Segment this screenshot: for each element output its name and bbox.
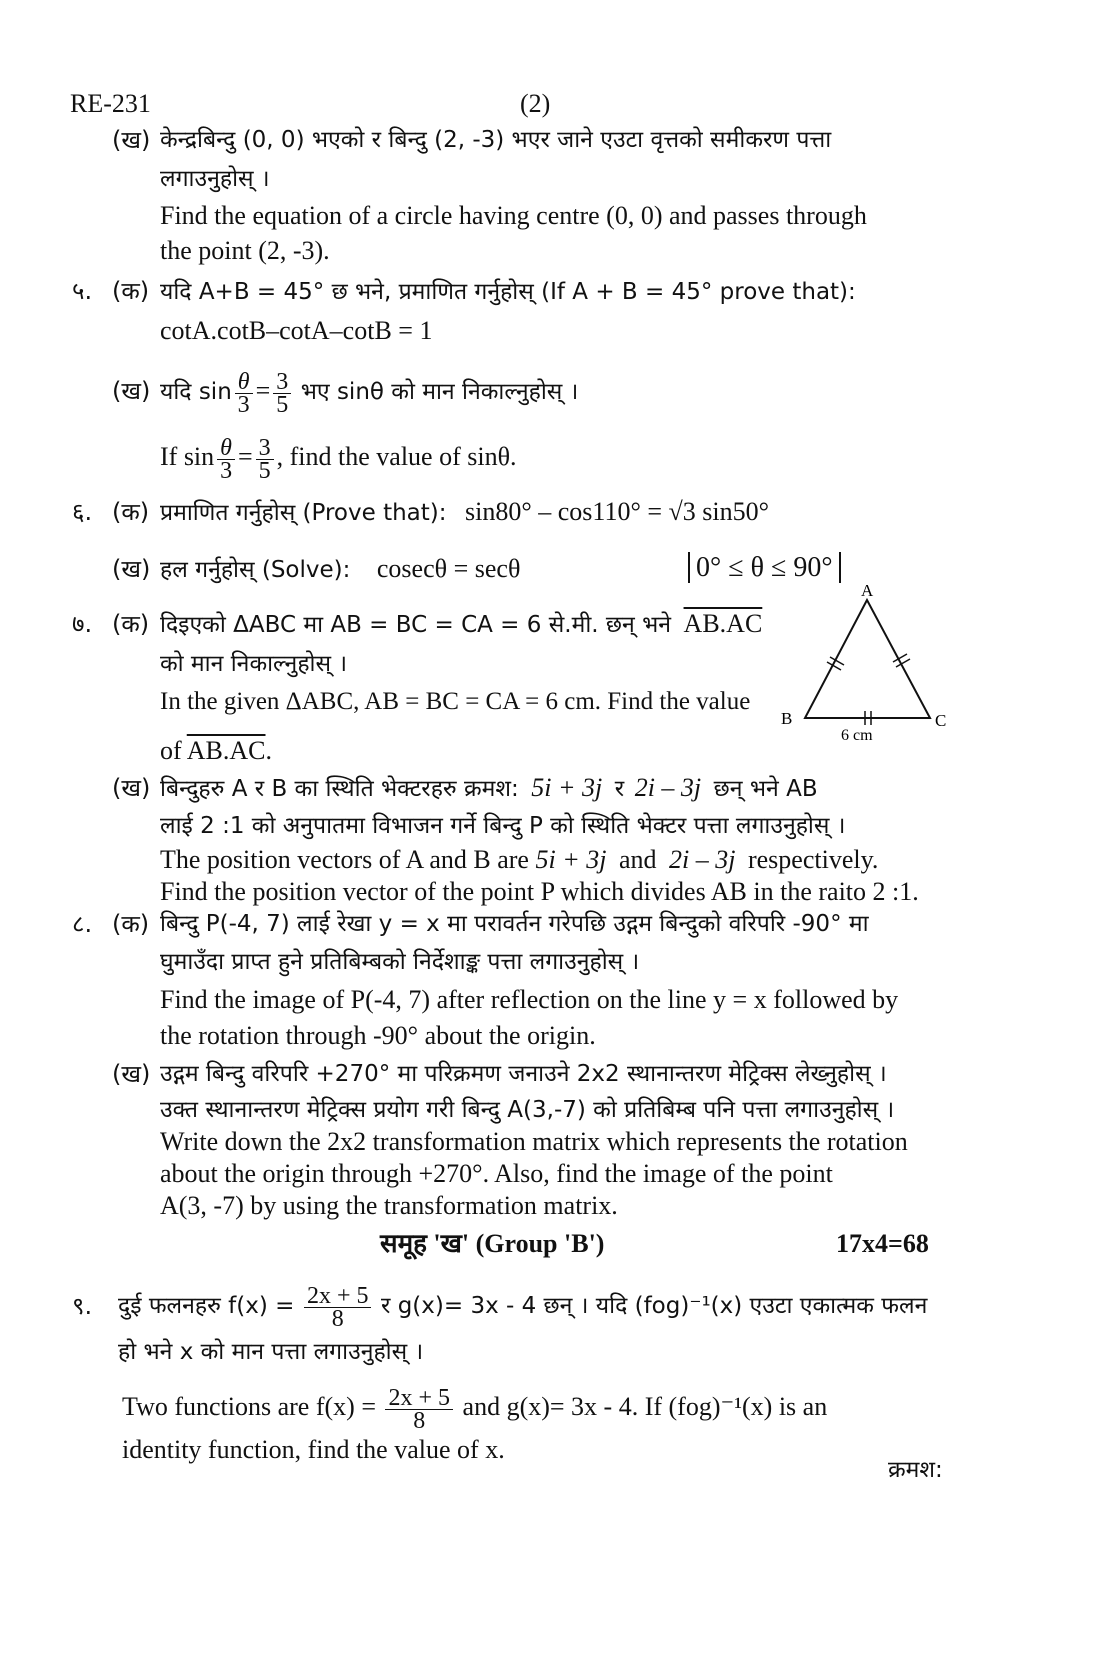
q5b-en-frac-theta3: [217, 434, 235, 484]
q7a-en-vector: AB.AC: [186, 736, 266, 765]
q9-en-frac: [385, 1384, 453, 1434]
q6b-range-text: 0° ≤ θ ≤ 90°: [688, 552, 841, 583]
triangle-shape: [805, 600, 930, 718]
q6b-label: (ख): [112, 555, 151, 583]
q6-number: ६.: [72, 498, 93, 526]
q8b-nepali-line2: उक्त स्थानान्तरण मेट्रिक्स प्रयोग गरी बिन्दु A(3,-7) को प्रतिबिम्ब पनि पत्ता लगाउनुहोस् ।: [160, 1097, 895, 1123]
q6a-equation: sin80° – cos110° = √3 sin50°: [465, 497, 770, 526]
frac-numerator: 2x + 5: [304, 1285, 372, 1308]
q5b-post: भए sinθ को मान निकाल्नुहोस् ।: [300, 379, 579, 405]
q6a-label: (क): [112, 498, 150, 526]
q5b-frac-3-5: [273, 368, 291, 418]
frac-denominator: 8: [331, 1305, 344, 1332]
q7a-text: दिइएको ΔABC मा AB = BC = CA = 6 से.मी. छन् भने: [160, 612, 672, 638]
q6b-text: हल गर्नुहोस् (Solve):: [160, 557, 351, 583]
q9-en-pre: Two functions are f(x) =: [122, 1392, 376, 1421]
q7a-english-line1: In the given ΔABC, AB = BC = CA = 6 cm. Find the value: [160, 688, 751, 715]
q7b-pre: बिन्दुहरु A र B का स्थिति भेक्टरहरु क्रमश:: [160, 776, 519, 802]
q9-frac: [304, 1282, 372, 1332]
q9-nepali-line2: हो भने x को मान पत्ता लगाउनुहोस् ।: [118, 1339, 424, 1365]
equals-sign: =: [255, 376, 271, 405]
q6b-line: [160, 553, 520, 586]
q7b-vector-a: 5i + 3j: [531, 773, 603, 802]
q9-english-line2: identity function, find the value of x.: [122, 1435, 505, 1464]
q8a-nepali-line1: बिन्दु P(-4, 7) लाई रेखा y = x मा परावर्तन गरेपछि उद्गम बिन्दुको वरिपरि -90° मा: [160, 911, 869, 937]
q7b-label: (ख): [112, 774, 151, 802]
group-b-title: समूह 'ख' (Group 'B'): [380, 1229, 605, 1258]
q5a-label: (क): [112, 277, 150, 305]
triangle-abc-figure: [775, 580, 965, 745]
q5a-statement: [160, 275, 856, 308]
q9-np-pre: दुई फलनहरु f(x) =: [118, 1293, 295, 1319]
q5b-en-post: , find the value of sinθ.: [276, 442, 517, 471]
q7b-nepali-line2: लाई 2 :1 को अनुपातमा विभाजन गर्ने बिन्दु P को स्थिति भेक्टर पत्ता लगाउनुहोस् ।: [160, 813, 846, 839]
q5b-en-frac-3-5: [256, 434, 274, 484]
q8b-english-line3: A(3, -7) by using the transformation matrix.: [160, 1191, 618, 1220]
base-length-label: 6 cm: [841, 727, 873, 744]
q8a-nepali-line2: घुमाउँदा प्राप्त हुने प्रतिबिम्बको निर्देशाङ्क पत्ता लगाउनुहोस् ।: [160, 949, 640, 975]
q8b-english-line1: Write down the 2x2 transformation matrix which represents the rotation: [160, 1127, 908, 1156]
q5-number: ५.: [72, 277, 93, 305]
frac-numerator: θ: [235, 371, 253, 394]
q7b-vector-b: 2i – 3j: [634, 773, 702, 802]
frac-denominator: 5: [276, 391, 289, 418]
group-b-marks: 17x4=68: [836, 1229, 929, 1258]
vertex-a-label: A: [861, 581, 874, 600]
equals-sign: =: [237, 442, 253, 471]
page-number: (2): [520, 89, 551, 118]
q7b-nepali-line1: [160, 772, 818, 805]
frac-numerator: 3: [256, 437, 274, 460]
q4b-nepali-line2: लगाउनुहोस् ।: [160, 166, 270, 192]
q6b-equation: cosecθ = secθ: [376, 554, 521, 583]
q4b-label: (ख): [112, 126, 151, 154]
q7a-english-line2: [160, 735, 272, 767]
q7a-label: (क): [112, 610, 150, 638]
q6a-text: प्रमाणित गर्नुहोस् (Prove that):: [160, 500, 447, 526]
continued-label: क्रमश:: [888, 1457, 943, 1483]
q9-en-post: and g(x)= 3x - 4. If (fog)⁻¹(x) is an: [462, 1392, 828, 1421]
frac-denominator: 3: [220, 457, 233, 484]
q8a-english-line2: the rotation through -90° about the origin.: [160, 1021, 596, 1050]
q5b-pre: यदि sin: [160, 379, 232, 405]
q8b-english-line2: about the origin through +270°. Also, find the image of the point: [160, 1159, 833, 1188]
q5b-english: [160, 428, 517, 486]
frac-numerator: 2x + 5: [385, 1387, 453, 1410]
q8-number: ८.: [72, 910, 93, 938]
q6a-line: [160, 496, 769, 529]
q5a-text: यदि A+B = 45° छ भने, प्रमाणित गर्नुहोस् (If A + B = 45° prove that):: [160, 279, 856, 305]
frac-numerator: θ: [217, 437, 235, 460]
q8b-nepali-line1: उद्गम बिन्दु वरिपरि +270° मा परिक्रमण जनाउने 2x2 स्थानान्तरण मेट्रिक्स लेख्नुहोस् ।: [160, 1061, 887, 1087]
q7b-en-vector-b: 2i – 3j: [669, 845, 736, 874]
q7a-en-pre: of: [160, 736, 182, 765]
vertex-c-label: C: [935, 711, 947, 730]
frac-denominator: 5: [258, 457, 271, 484]
paper-code: RE-231: [70, 89, 151, 118]
q7a-vector: AB.AC: [683, 609, 763, 638]
q7b-post: छन् भने AB: [713, 776, 818, 802]
q5b-en-pre: If sin: [160, 442, 215, 471]
q5a-equation: cotA.cotB–cotA–cotB = 1: [160, 316, 433, 345]
q9-nepali-line1: [118, 1276, 927, 1335]
q5b-label: (ख): [112, 377, 151, 405]
q7a-nepali-line1: [160, 608, 762, 641]
frac-numerator: 3: [273, 371, 291, 394]
q7a-nepali-line2: को मान निकाल्नुहोस् ।: [160, 651, 348, 677]
q4b-nepali-line1: केन्द्रबिन्दु (0, 0) भएको र बिन्दु (2, -3) भएर जाने एउटा वृत्तको समीकरण पत्ता: [160, 127, 832, 153]
frac-denominator: 8: [413, 1407, 426, 1434]
q7a-en-post: .: [265, 736, 272, 765]
q9-english-line1: [122, 1378, 827, 1436]
q8a-label: (क): [112, 910, 150, 938]
vertex-b-label: B: [781, 709, 793, 728]
q5b-frac-theta3: [235, 368, 253, 418]
q5b-nepali: [160, 362, 578, 421]
q9-np-post: र g(x)= 3x - 4 छन् । यदि (fog)⁻¹(x) एउटा एकात्मक फलन: [380, 1293, 928, 1319]
q8b-label: (ख): [112, 1060, 151, 1088]
frac-denominator: 3: [237, 391, 250, 418]
q7b-english-line2: Find the position vector of the point P which divides AB in the raito 2 :1.: [160, 877, 919, 906]
q9-number: ९.: [72, 1292, 93, 1320]
q7b-en-vector-a: 5i + 3j: [535, 845, 607, 874]
q8a-english-line1: Find the image of P(-4, 7) after reflection on the line y = x followed by: [160, 985, 899, 1014]
q4b-english-line1: Find the equation of a circle having centre (0, 0) and passes through: [160, 201, 867, 230]
q7b-and: र: [614, 776, 625, 802]
q7-number: ७.: [72, 610, 93, 638]
q7b-english-line1: [160, 844, 878, 876]
q4b-english-line2: the point (2, -3).: [160, 236, 330, 265]
q7b-en-post: respectively.: [747, 845, 879, 874]
q7b-en-and: and: [618, 845, 657, 874]
q7b-en-pre: The position vectors of A and B are: [160, 845, 529, 874]
